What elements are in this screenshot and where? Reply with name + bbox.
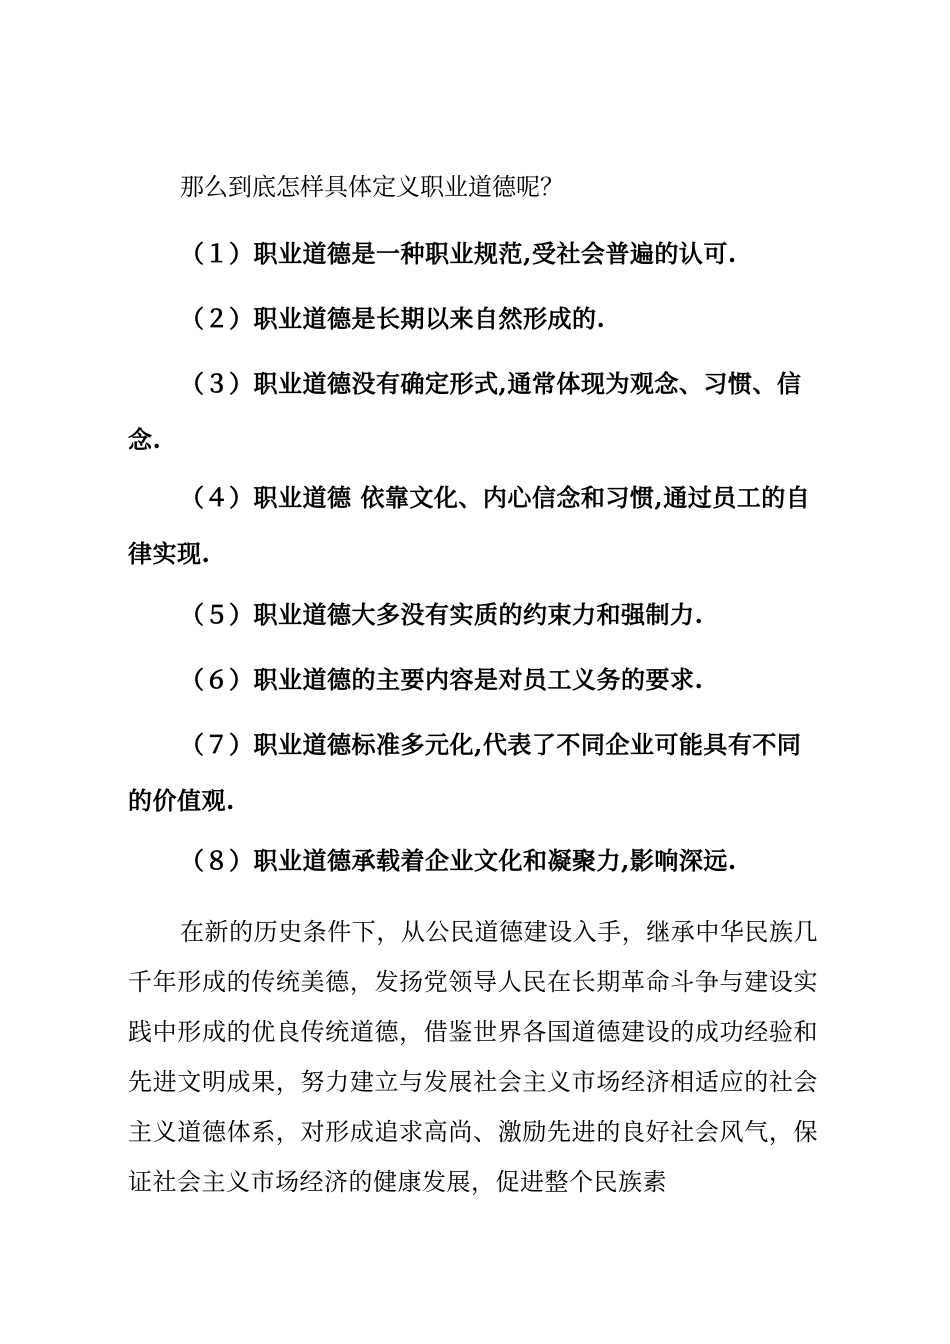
definition-item-4: （４）职业道德 依靠文化、内心信念和习惯,通过员工的自律实现. (128, 483, 811, 568)
intro-paragraph: 那么到底怎样具体定义职业道德呢？ (180, 173, 564, 201)
definition-item-3: （３）职业道德没有确定形式,通常体现为观念、习惯、信念. (128, 369, 802, 454)
definition-item-1: （１）职业道德是一种职业规范,受社会普遍的认可. (180, 239, 737, 268)
definition-item-5: （５）职业道德大多没有实质的约束力和强制力. (180, 600, 704, 629)
closing-paragraph: 在新的历史条件下，从公民道德建设入手，继承中华民族几千年形成的传统美德，发扬党领导人民在长期革命斗争与建设实践中形成的优良传统道德，借鉴世界各国道德建设的成功经验和先进文明成果，努力建立与发展社会主义市场经济相适应的社会主义道德体系，对形成追求高尚、激励先进的良好社会风气，保证社会主义市场经济的健康发展，促进整个民族素 (128, 918, 818, 1196)
definition-item-8: （８）职业道德承载着企业文化和凝聚力,影响深远. (180, 846, 737, 875)
definition-item-7: （７）职业道德标准多元化,代表了不同企业可能具有不同的价值观. (128, 730, 802, 815)
definition-item-6: （６）职业道德的主要内容是对员工义务的要求. (180, 665, 704, 694)
definition-item-2: （２）职业道德是长期以来自然形成的. (180, 304, 606, 333)
